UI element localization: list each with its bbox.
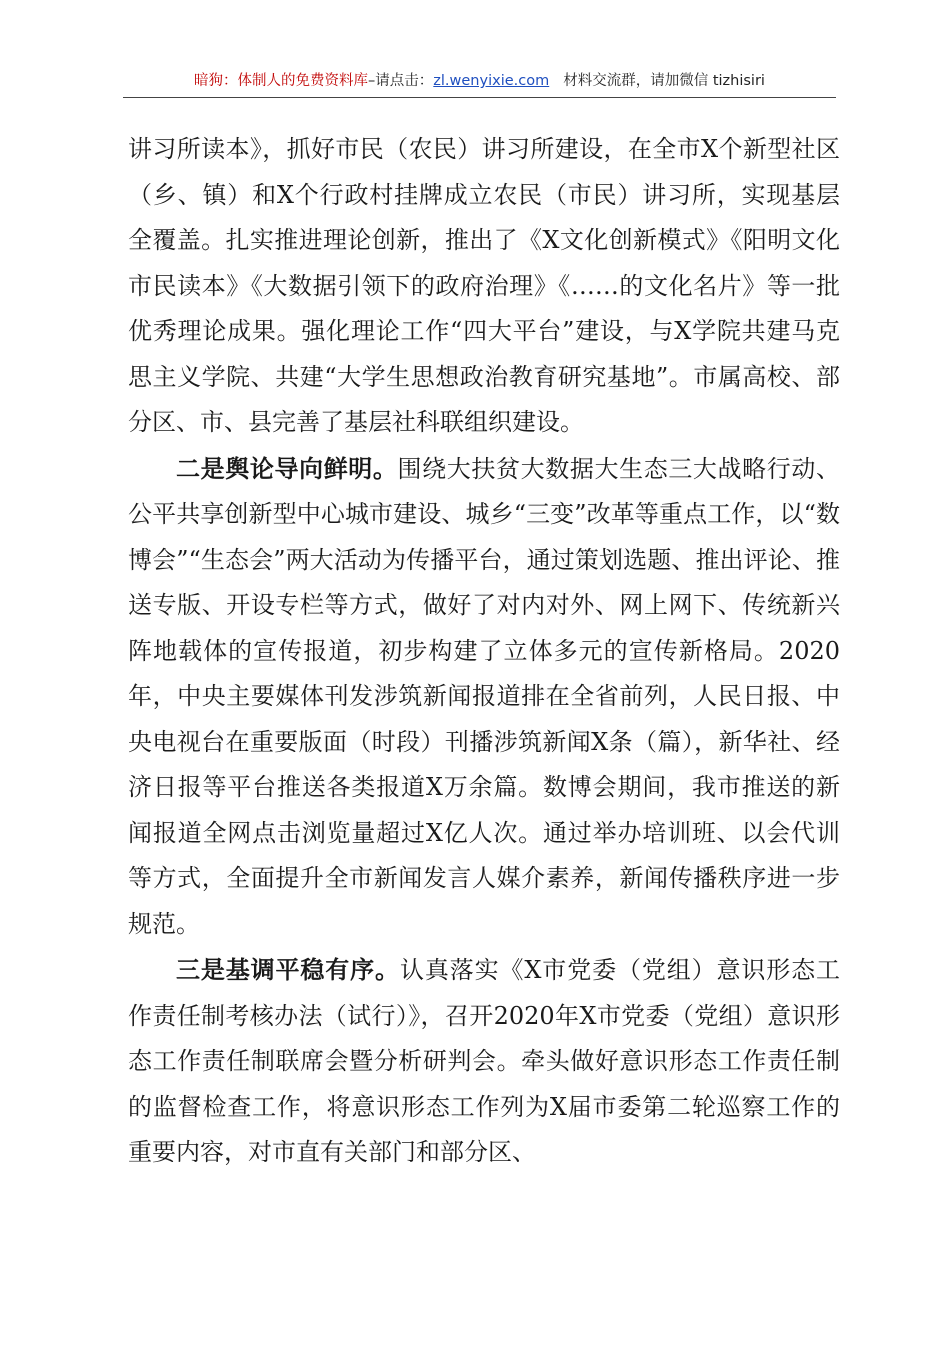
document-body <box>128 127 840 1176</box>
header-contact: 材料交流群，请加微信 tizhisiri <box>563 73 765 89</box>
paragraph-heading: 二是舆论导向鲜明。 <box>176 453 398 483</box>
paragraph-text: 围绕大扶贫大数据大生态三大战略行动、公平共享创新型中心城市建设、城乡“三变”改革等重点工作，以“数博会”“生态会”两大活动为传播平台，通过策划选题、推出评论、推送专版、开设专栏等方式，做好了对内对外、网上网下、传统新兴阵地载体的宣传报道，初步构建了立体多元的宣传新格局。2020年，中央主要媒体刊发涉筑新闻报道排在全省前列，人民日报、中央电视台在重要版面（时段）刊播涉筑新闻X条（篇），新华社、经济日报等平台推送各类报道X万余篇。数博会期间，我市推送的新闻报道全网点击浏览量超过X亿人次。通过举办培训班、以会代训等方式，全面提升全市新闻发言人媒介素养，新闻传播秩序进一步规范。 <box>128 454 841 938</box>
header-link[interactable]: zl.wenyixie.com <box>433 73 550 89</box>
page-header <box>123 70 836 96</box>
paragraph-3 <box>128 947 840 1176</box>
paragraph-text: 讲习所读本》，抓好市民（农民）讲习所建设，在全市X个新型社区（乡、镇）和X个行政村挂牌成立农民（市民）讲习所，实现基层全覆盖。扎实推进理论创新，推出了《X文化创新模式》《阳明文化市民读本》《大数据引领下的政府治理》《……的文化名片》等一批优秀理论成果。强化理论工作“四大平台”建设，与X学院共建马克思主义学院、共建“大学生思想政治教育研究基地”。市属高校、部分区、市、县完善了基层社科联组织建设。 <box>128 135 840 436</box>
paragraph-text: 认真落实《X市党委（党组）意识形态工作责任制考核办法（试行）》，召开2020年X市党委（党组）意识形态工作责任制联席会暨分析研判会。牵头做好意识形态工作责任制的监督检查工作，将意识形态工作列为X届市委第二轮巡察工作的重要内容，对市直有关部门和部分区、 <box>128 956 840 1166</box>
header-click-prompt: –请点击： <box>368 73 434 89</box>
paragraph-heading: 三是基调平稳有序。 <box>176 955 400 984</box>
header-divider <box>123 97 836 98</box>
paragraph-2 <box>128 446 840 948</box>
paragraph-1 <box>128 127 840 446</box>
header-brand: 暗狗：体制人的免费资料库 <box>194 73 369 89</box>
